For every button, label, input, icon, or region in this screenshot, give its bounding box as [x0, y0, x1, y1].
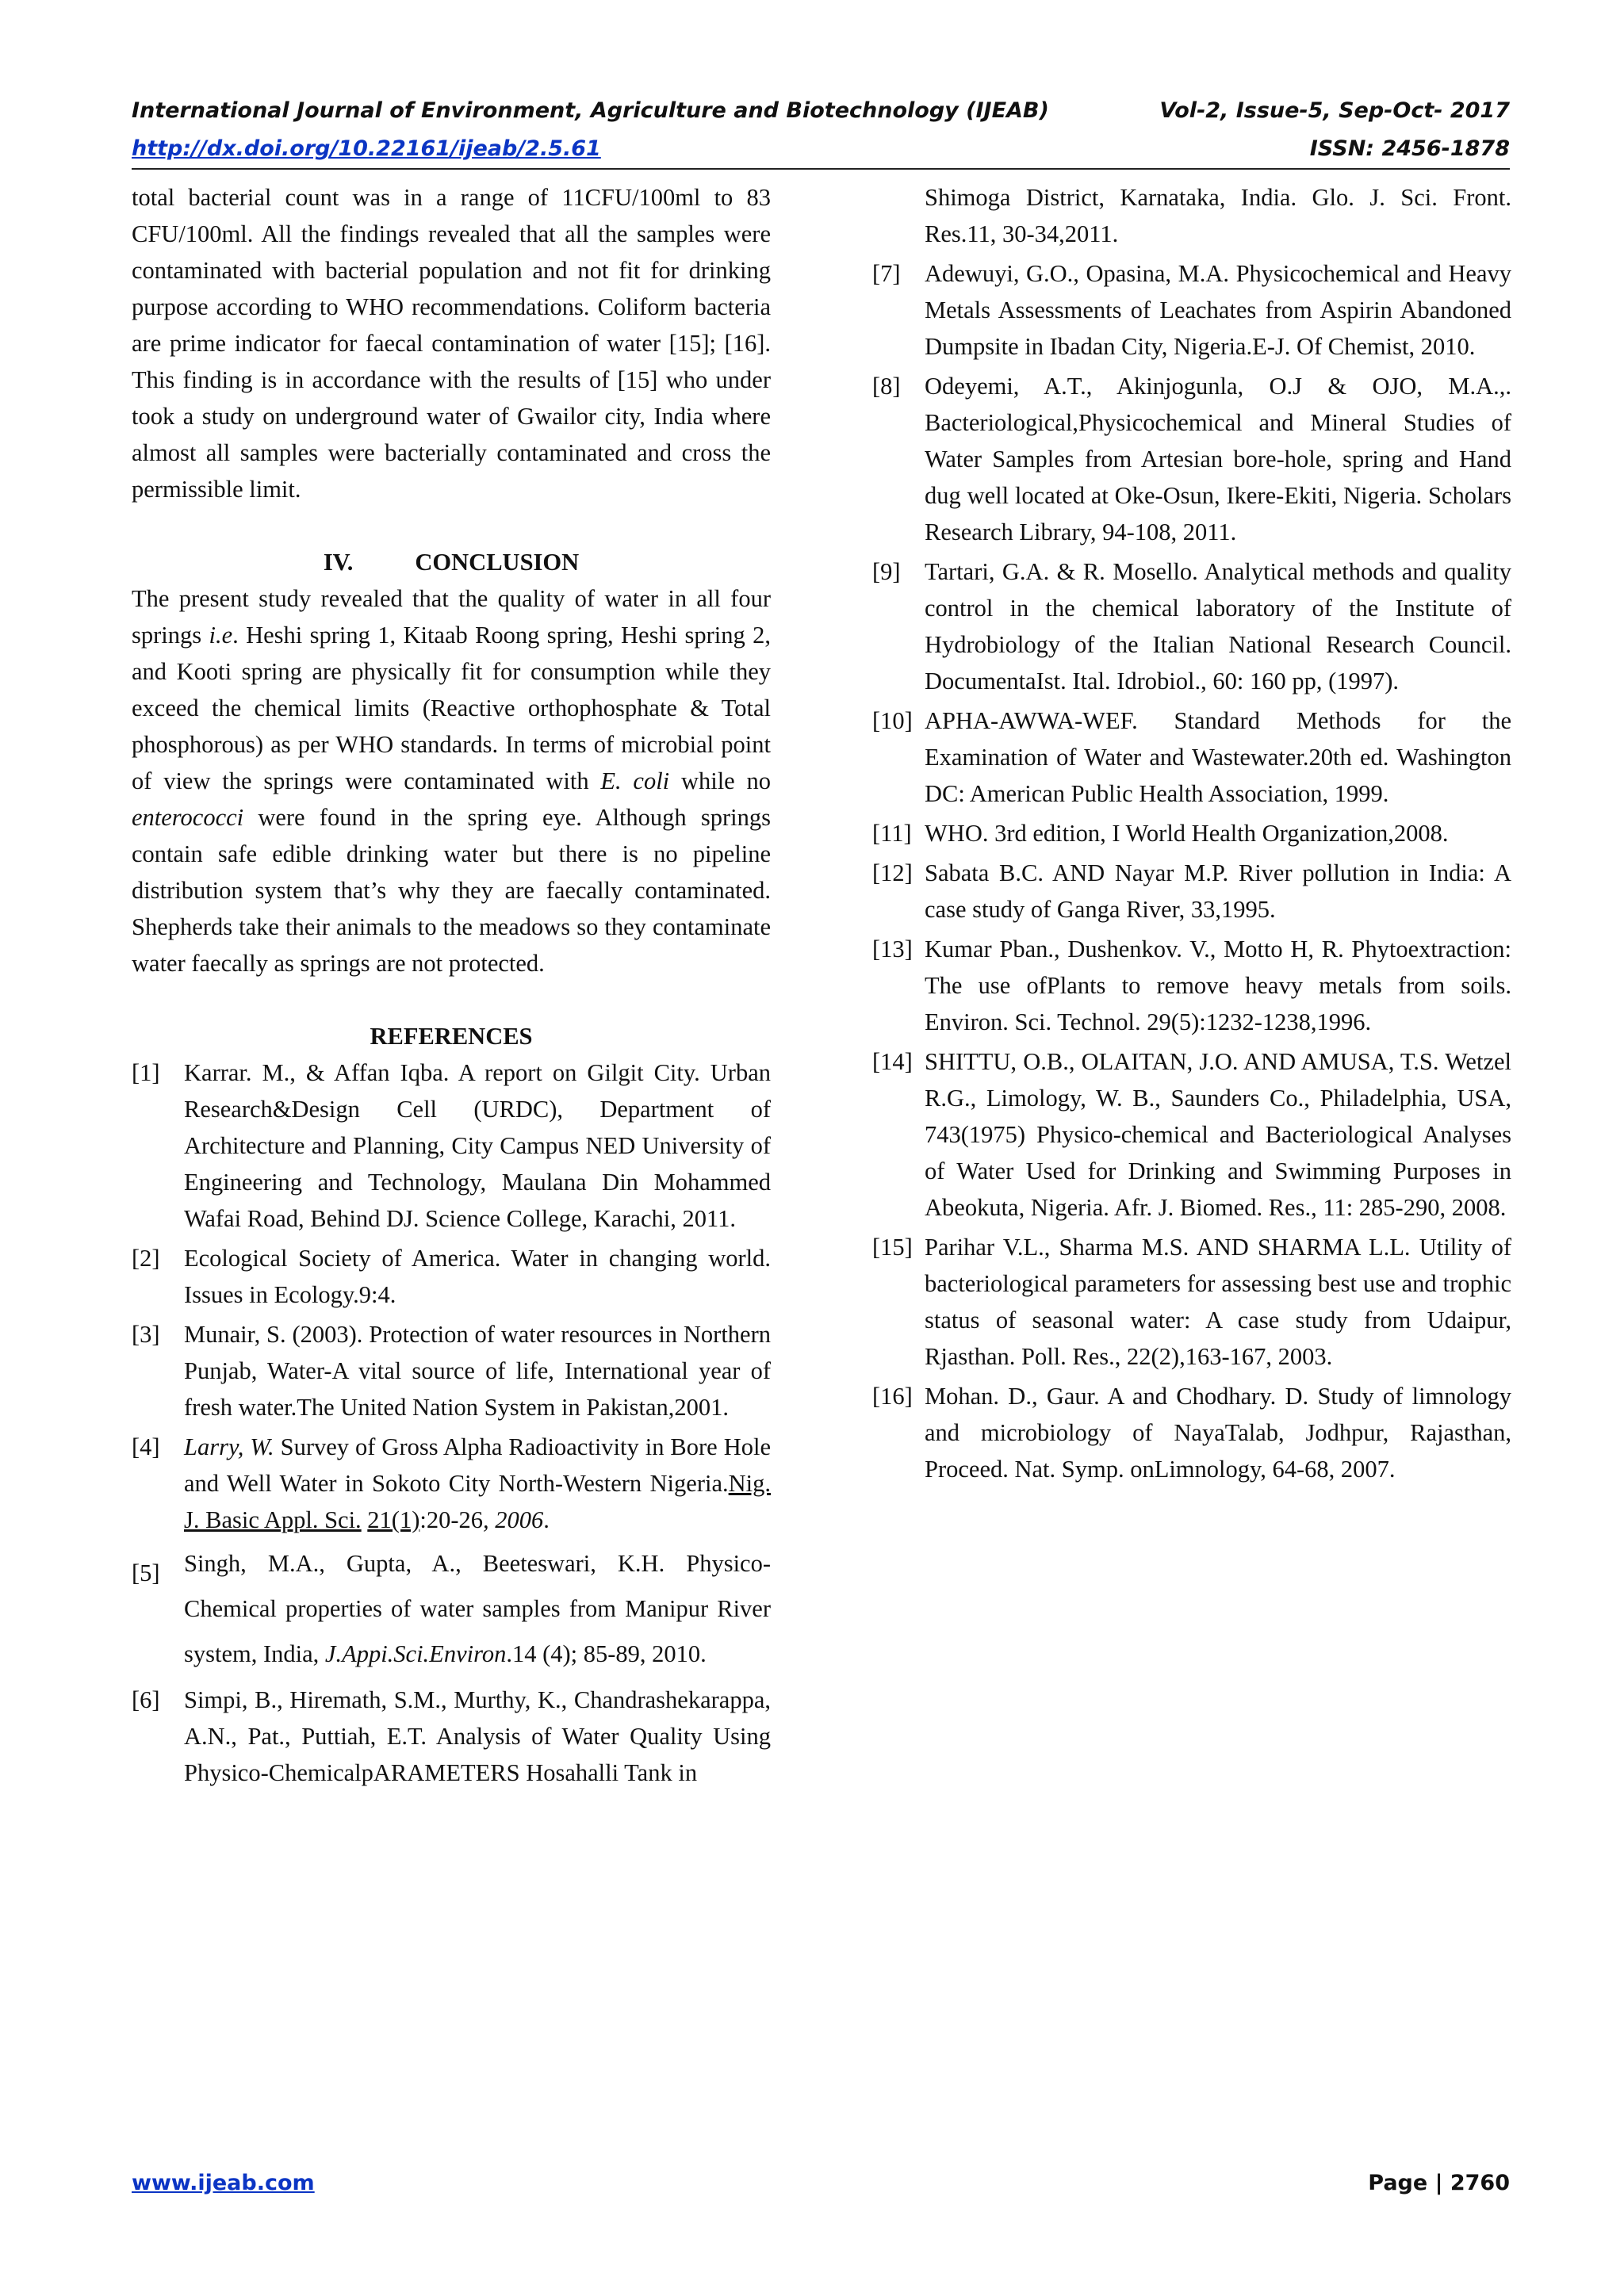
reference-text: Simpi, B., Hiremath, S.M., Murthy, K., Chandrashekarappa, A.N., Pat., Puttiah, E.T. Analysis of Water Quality Using Physico-ChemicalpARAMETERS Hosahalli Tank in	[184, 1686, 771, 1786]
section-heading-references: REFERENCES	[370, 1023, 533, 1050]
reference-number: [15]	[872, 1234, 913, 1261]
reference-number: [9]	[872, 558, 901, 585]
reference-item	[132, 1682, 771, 1791]
reference-text: Adewuyi, G.O., Opasina, M.A. Physicochemical and Heavy Metals Assessments of Leachates from Aspirin Abandoned Dumpsite in Ibadan City, Nigeria.E-J. Of Chemist, 2010.	[925, 260, 1511, 360]
reference-volume: 21(1)	[367, 1506, 420, 1533]
conclusion-paragraph	[132, 580, 771, 982]
reference-text: Parihar V.L., Sharma M.S. AND SHARMA L.L. Utility of bacteriological parameters for assessing best use and trophic status of seasonal water: A case study from Udaipur, Rjasthan. Poll. Res., 22(2),163-167, 2003.	[925, 1234, 1511, 1370]
page-number: Page | 2760	[1368, 2171, 1510, 2195]
reference-item	[132, 1054, 771, 1237]
website-link[interactable]: www.ijeab.com	[132, 2171, 315, 2195]
reference-item	[872, 702, 1511, 812]
reference-number: [10]	[872, 707, 913, 734]
reference-journal: Nig. J. Basic Appl. Sci.	[184, 1470, 771, 1533]
reference-item	[872, 255, 1511, 365]
issn: ISSN: 2456-1878	[1309, 136, 1510, 161]
reference-item	[872, 1378, 1511, 1487]
reference-item	[872, 1229, 1511, 1375]
conclusion-text: were found in the spring eye. Although springs contain safe edible drinking water but there is no pipeline distribution system that’s why they are faecally contaminated. Shepherds take their animals to the meadows so they contaminate water faecally as springs are not protected.	[132, 804, 771, 977]
reference-text: WHO. 3rd edition, I World Health Organization,2008.	[925, 820, 1449, 847]
reference-item	[872, 368, 1511, 550]
conclusion-italic-ecoli: E. coli	[600, 767, 670, 794]
reference-pages: :20-26	[419, 1506, 484, 1533]
reference-text: APHA-AWWA-WEF. Standard Methods for the Examination of Water and Wastewater.20th ed. Washington DC: American Public Health Association, 1999.	[925, 707, 1511, 807]
section-heading-conclusion	[132, 544, 771, 580]
reference-item	[132, 1316, 771, 1425]
journal-title: International Journal of Environment, Agriculture and Biotechnology (IJEAB)	[132, 98, 1049, 123]
reference-number: [13]	[872, 936, 913, 962]
doi-link[interactable]: http://dx.doi.org/10.22161/ijeab/2.5.61	[132, 136, 601, 161]
reference-text: SHITTU, O.B., OLAITAN, J.O. AND AMUSA, T.S. Wetzel R.G., Limology, W. B., Saunders Co., Philadelphia, USA, 743(1975) Physico-chemical and Bacteriological Analyses of Water Used for Drinking and Swimming Purposes in Abeokuta, Nigeria. Afr. J. Biomed. Res., 11: 285-290, 2008.	[925, 1048, 1511, 1221]
left-column	[132, 179, 771, 1794]
reference-text: Sabata B.C. AND Nayar M.P. River pollution in India: A case study of Ganga River, 33,1995.	[925, 859, 1511, 923]
section-number: IV.	[323, 549, 354, 576]
section-title: CONCLUSION	[415, 549, 580, 576]
reference-item	[132, 1429, 771, 1538]
reference-number: [12]	[872, 859, 913, 886]
reference-item	[872, 1043, 1511, 1226]
reference-text: Mohan. D., Gaur. A and Chodhary. D. Study of limnology and microbiology of NayaTalab, Jodhpur, Rajasthan, Proceed. Nat. Symp. onLimnology, 64-68, 2007.	[925, 1383, 1511, 1483]
conclusion-text: The present study revealed that the quality of water in all four springs	[132, 585, 771, 649]
reference-text: .14 (4); 85-89, 2010.	[506, 1640, 707, 1667]
reference-text: Tartari, G.A. & R. Mosello. Analytical methods and quality control in the chemical laboratory of the Institute of Hydrobiology of the Italian National Research Council. DocumentaIst. Ital. Idrobiol., 60: 160 pp, (1997).	[925, 558, 1511, 695]
body-paragraph: total bacterial count was in a range of 11CFU/100ml to 83 CFU/100ml. All the findings revealed that all the samples were contaminated with bacterial population and not fit for drinking purpose according to WHO recommendations. Coliform bacteria are prime indicator for faecal contamination of water [15]; [16]. This finding is in accordance with the results of [15] who under took a study on underground water of Gwailor city, India where almost all samples were bacterially contaminated and cross the permissible limit.	[132, 184, 771, 503]
reference-continuation: Shimoga District, Karnataka, India. Glo. J. Sci. Front. Res.11, 30-34,2011.	[925, 184, 1511, 247]
reference-year: , 2006	[483, 1506, 544, 1533]
reference-author: Larry, W.	[184, 1433, 274, 1460]
reference-number: [2]	[132, 1245, 160, 1272]
reference-number: [4]	[132, 1433, 160, 1460]
header-rule	[132, 168, 1510, 170]
reference-text: Odeyemi, A.T., Akinjogunla, O.J & OJO, M.A.,. Bacteriological,Physicochemical and Mineral Studies of Water Samples from Artesian bore-hole, spring and Hand dug well located at Oke-Osun, Ikere-Ekiti, Nigeria. Scholars Research Library, 94-108, 2011.	[925, 373, 1511, 545]
conclusion-italic-enterococci: enterococci	[132, 804, 244, 831]
reference-number: [7]	[872, 260, 901, 287]
reference-item	[872, 931, 1511, 1040]
reference-text: Singh, M.A., Gupta, A., Beeteswari, K.H. Physico-Chemical properties of water samples from Manipur River system, India,	[184, 1550, 771, 1667]
page-footer	[132, 2171, 1510, 2202]
reference-text: Survey of Gross Alpha Radioactivity in Bore Hole and Well Water in Sokoto City North-Western Nigeria.	[184, 1433, 771, 1497]
reference-item	[132, 1240, 771, 1313]
reference-text: .	[543, 1506, 550, 1533]
right-column	[872, 179, 1511, 1490]
reference-item	[872, 855, 1511, 928]
reference-number: [6]	[132, 1686, 160, 1713]
reference-number: [14]	[872, 1048, 913, 1075]
conclusion-text: . Heshi spring 1, Kitaab Roong spring, Heshi spring 2, and Kooti spring are physically fit for consumption while they exceed the chemical limits (Reactive orthophosphate & Total phosphorous) as per WHO standards. In terms of microbial point of view the springs were contaminated with	[132, 622, 771, 794]
reference-text: Ecological Society of America. Water in changing world. Issues in Ecology.9:4.	[184, 1245, 771, 1308]
conclusion-italic-ie: i.e	[209, 622, 233, 649]
reference-number: [3]	[132, 1321, 160, 1348]
reference-number: [1]	[132, 1059, 160, 1086]
reference-text: Kumar Pban., Dushenkov. V., Motto H, R. Phytoextraction: The use ofPlants to remove heavy metals from soils. Environ. Sci. Technol. 29(5):1232-1238,1996.	[925, 936, 1511, 1035]
reference-number: [16]	[872, 1383, 913, 1410]
reference-text: Munair, S. (2003). Protection of water resources in Northern Punjab, Water-A vital source of life, International year of fresh water.The United Nation System in Pakistan,2001.	[184, 1321, 771, 1421]
reference-item	[132, 1541, 771, 1677]
reference-number: [5]	[132, 1559, 160, 1586]
reference-number: [11]	[872, 820, 912, 847]
volume-issue: Vol-2, Issue-5, Sep-Oct- 2017	[1159, 98, 1510, 123]
running-header	[132, 98, 1510, 127]
conclusion-text: while no	[669, 767, 771, 794]
reference-number: [8]	[872, 373, 901, 400]
reference-journal: J.Appi.Sci.Environ	[324, 1640, 507, 1667]
running-header-doi-row	[132, 136, 1510, 165]
reference-item	[872, 815, 1511, 851]
reference-text: Karrar. M., & Affan Iqba. A report on Gilgit City. Urban Research&Design Cell (URDC), Department of Architecture and Planning, City Campus NED University of Engineering and Technology, Maulana Din Mohammed Wafai Road, Behind DJ. Science College, Karachi, 2011.	[184, 1059, 771, 1232]
reference-item	[872, 553, 1511, 699]
